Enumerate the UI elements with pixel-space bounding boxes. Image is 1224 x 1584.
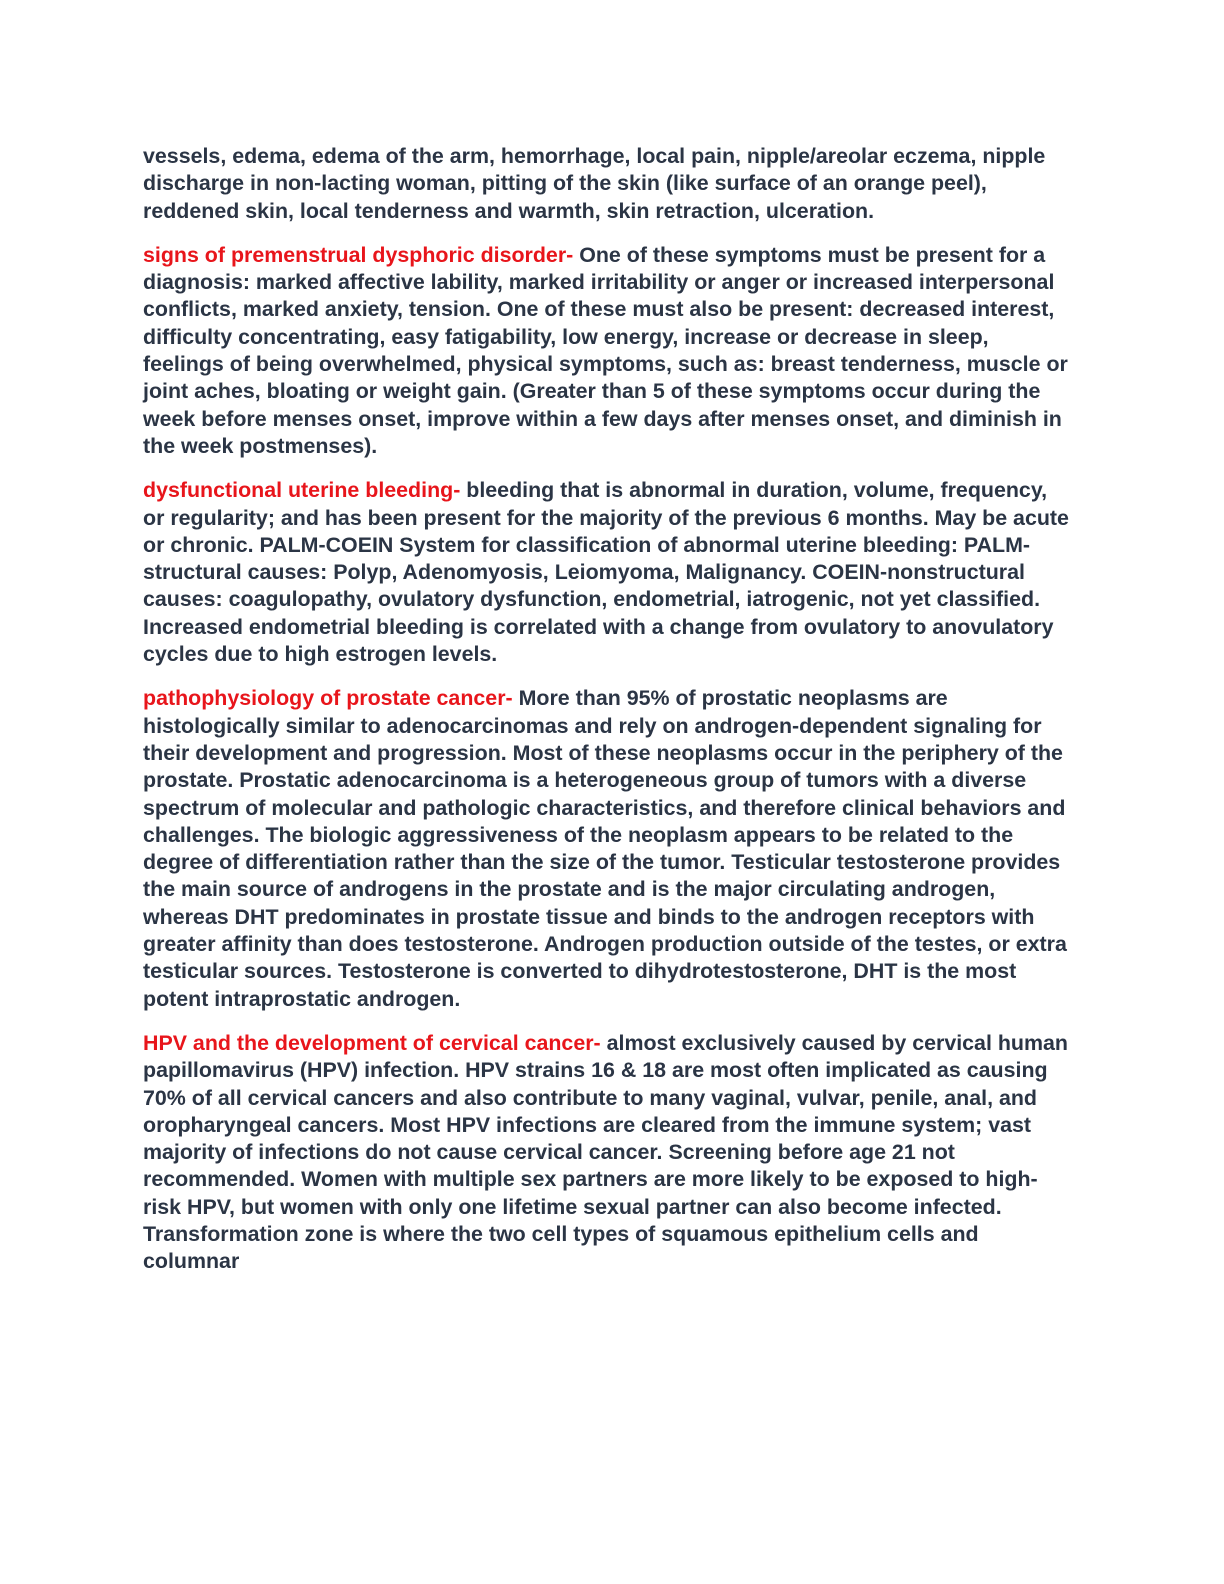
entry-hpv-cervical-cancer <box>143 1030 1073 1276</box>
entry-premenstrual-dysphoric-disorder <box>143 242 1073 460</box>
entry-prostate-cancer-pathophysiology <box>143 685 1073 1013</box>
entry-dysfunctional-uterine-bleeding <box>143 477 1073 668</box>
entry-definition: bleeding that is abnormal in duration, volume, frequency, or regularity; and has been present for the majority of the previous 6 months. May be acute or chronic. PALM-COEIN System for classification of abnormal uterine bleeding: PALM-structural causes: Polyp, Adenomyosis, Leiomyoma, Malignancy. COEIN-nonstructural causes: coagulopathy, ovulatory dysfunction, endometrial, iatrogenic, not yet classified. Increased endometrial bleeding is correlated with a change from ovulatory to anovulatory cycles due to high estrogen levels. <box>143 478 1069 667</box>
entry-definition: vessels, edema, edema of the arm, hemorrhage, local pain, nipple/areolar eczema, nipple discharge in non-lacting woman, pitting of the skin (like surface of an orange peel), reddened skin, local tenderness and warmth, skin retraction, ulceration. <box>143 144 1046 223</box>
entry-term: pathophysiology of prostate cancer- <box>143 686 513 711</box>
entry-definition: More than 95% of prostatic neoplasms are histologically similar to adenocarcinomas and rely on androgen-dependent signaling for their development and progression. Most of these neoplasms occur in the periphery of the prostate. Prostatic adenocarcinoma is a heterogeneous group of tumors with a diverse spectrum of molecular and pathologic characteristics, and therefore clinical behaviors and challenges. The biologic aggressiveness of the neoplasm appears to be related to the degree of differentiation rather than the size of the tumor. Testicular testosterone provides the main source of androgens in the prostate and is the major circulating androgen, whereas DHT predominates in prostate tissue and binds to the androgen receptors with greater affinity than does testosterone. Androgen production outside of the testes, or extra testicular sources. Testosterone is converted to dihydrotestosterone, DHT is the most potent intraprostatic androgen. <box>143 686 1067 1011</box>
entry-term: dysfunctional uterine bleeding- <box>143 478 461 503</box>
entry-term: HPV and the development of cervical cancer- <box>143 1030 601 1055</box>
entry-breast-cancer-signs-continued <box>143 143 1073 225</box>
entry-term: signs of premenstrual dysphoric disorder- <box>143 242 574 267</box>
entry-definition: almost exclusively caused by cervical human papillomavirus (HPV) infection. HPV strains 16 & 18 are most often implicated as causing 70% of all cervical cancers and also contribute to many vaginal, vulvar, penile, anal, and oropharyngeal cancers. Most HPV infections are cleared from the immune system; vast majority of infections do not cause cervical cancer. Screening before age 21 not recommended. Women with multiple sex partners are more likely to be exposed to high-risk HPV, but women with only one lifetime sexual partner can also become infected. Transformation zone is where the two cell types of squamous epithelium cells and columnar <box>143 1030 1068 1274</box>
entry-definition: One of these symptoms must be present for a diagnosis: marked affective lability, marked irritability or anger or increased interpersonal conflicts, marked anxiety, tension. One of these must also be present: decreased interest, difficulty concentrating, easy fatigability, low energy, increase or decrease in sleep, feelings of being overwhelmed, physical symptoms, such as: breast tenderness, muscle or joint aches, bloating or weight gain. (Greater than 5 of these symptoms occur during the week before menses onset, improve within a few days after menses onset, and diminish in the week postmenses). <box>143 242 1068 458</box>
document-page <box>143 143 1073 1293</box>
